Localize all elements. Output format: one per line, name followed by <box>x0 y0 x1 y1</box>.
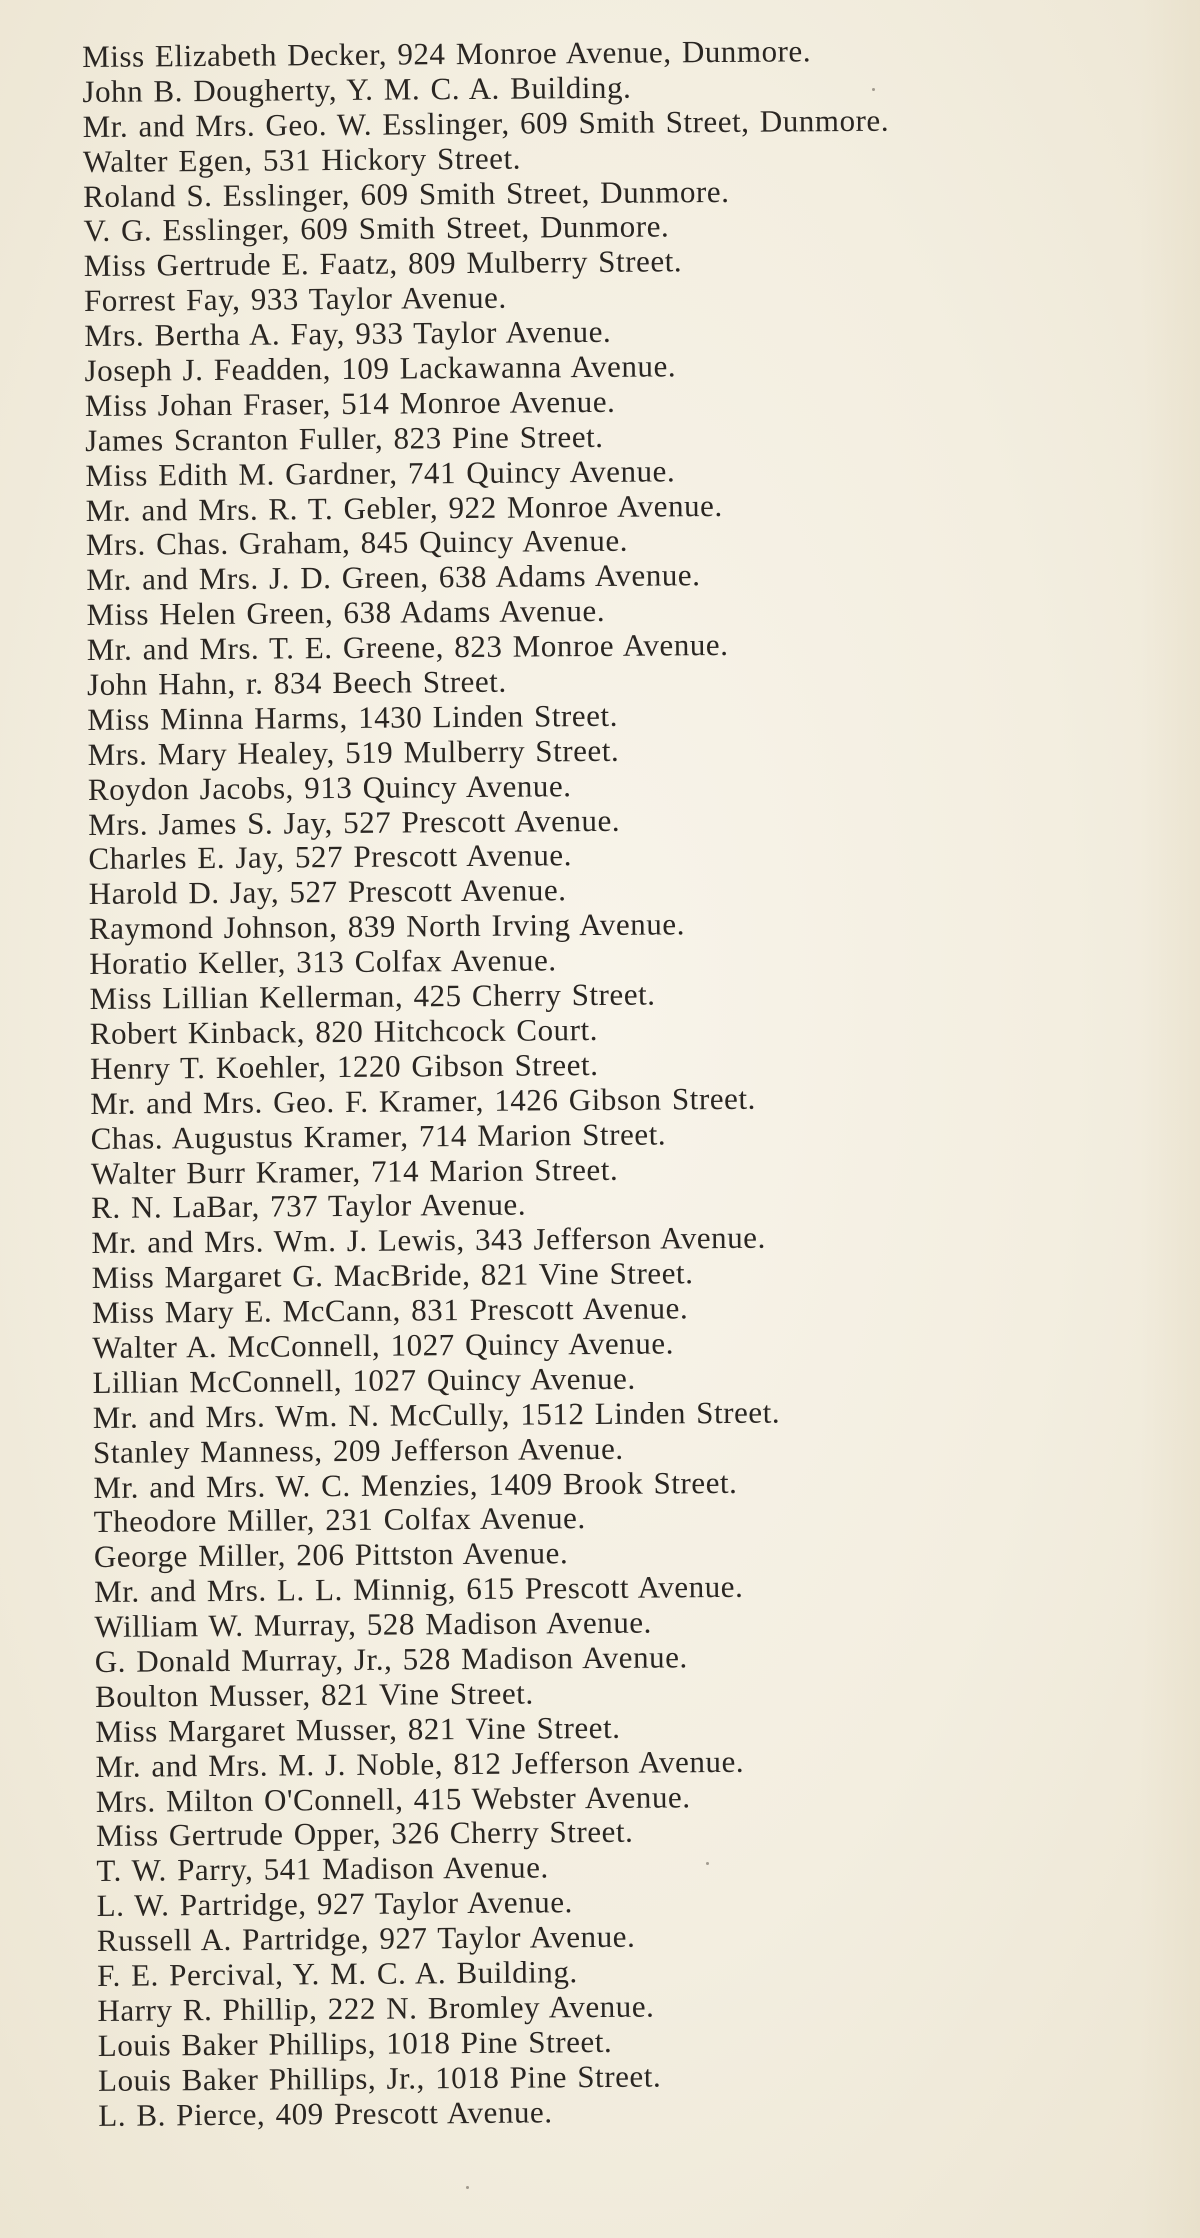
list-item: Walter Egen, 531 Hickory Street. <box>82 140 522 179</box>
address-list <box>82 31 1198 2133</box>
list-item: Boulton Musser, 821 Vine Street. <box>94 1675 534 1714</box>
list-item: Walter A. McConnell, 1027 Quincy Avenue. <box>92 1325 675 1365</box>
list-item: Lillian McConnell, 1027 Quincy Avenue. <box>92 1360 636 1400</box>
list-item: Miss Gertrude E. Faatz, 809 Mulberry Street. <box>83 243 683 284</box>
list-item: John B. Dougherty, Y. M. C. A. Building. <box>82 69 632 109</box>
list-item: Mr. and Mrs. Geo. W. Esslinger, 609 Smith Street, Dunmore. <box>82 102 890 144</box>
list-item: Roydon Jacobs, 913 Quincy Avenue. <box>87 767 572 807</box>
list-item: James Scranton Fuller, 823 Pine Street. <box>85 418 604 458</box>
list-item: Harold D. Jay, 527 Prescott Avenue. <box>88 872 567 912</box>
list-item: Robert Kinback, 820 Hitchcock Court. <box>89 1011 599 1051</box>
list-item: John Hahn, r. 834 Beech Street. <box>86 663 507 703</box>
list-item: Mr. and Mrs. Wm. J. Lewis, 343 Jefferson Avenue. <box>91 1219 766 1261</box>
list-item: Mr. and Mrs. Wm. N. McCully, 1512 Linden Street. <box>92 1394 781 1435</box>
list-item: T. W. Parry, 541 Madison Avenue. <box>96 1849 549 1889</box>
list-item: Charles E. Jay, 527 Prescott Avenue. <box>88 837 573 877</box>
list-item: Mrs. Bertha A. Fay, 933 Taylor Avenue. <box>84 313 612 354</box>
list-item: Louis Baker Phillips, Jr., 1018 Pine Street. <box>97 2058 662 2098</box>
list-item: Miss Margaret G. MacBride, 821 Vine Street. <box>91 1255 694 1296</box>
list-item: L. W. Partridge, 927 Taylor Avenue. <box>96 1884 574 1924</box>
list-item: Mrs. Mary Healey, 519 Mulberry Street. <box>87 732 620 772</box>
list-item: George Miller, 206 Pittston Avenue. <box>93 1535 569 1575</box>
list-item: Miss Margaret Musser, 821 Vine Street. <box>95 1709 621 1749</box>
list-item: Henry T. Koehler, 1220 Gibson Street. <box>89 1046 599 1086</box>
list-item: Theodore Miller, 231 Colfax Avenue. <box>93 1500 586 1540</box>
list-item: G. Donald Murray, Jr., 528 Madison Avenue. <box>94 1639 688 1679</box>
list-item: Horatio Keller, 313 Colfax Avenue. <box>89 942 557 982</box>
list-item: Mr. and Mrs. L. L. Minnig, 615 Prescott Avenue. <box>94 1569 744 1610</box>
list-item: Mr. and Mrs. T. E. Greene, 823 Monroe Avenue. <box>86 627 729 668</box>
list-item: Miss Mary E. McCann, 831 Prescott Avenue. <box>91 1290 689 1331</box>
list-item: R. N. LaBar, 737 Taylor Avenue. <box>91 1186 527 1226</box>
list-item: Mr. and Mrs. M. J. Noble, 812 Jefferson Avenue. <box>95 1743 745 1784</box>
list-item: Mr. and Mrs. R. T. Gebler, 922 Monroe Avenue. <box>85 487 723 528</box>
list-item: Mr. and Mrs. W. C. Menzies, 1409 Brook Street. <box>93 1464 738 1505</box>
list-item: Mr. and Mrs. J. D. Green, 638 Adams Avenue. <box>86 557 701 598</box>
list-item: Forrest Fay, 933 Taylor Avenue. <box>83 279 507 319</box>
paper-speck <box>466 2186 469 2189</box>
list-item: V. G. Esslinger, 609 Smith Street, Dunmore. <box>83 208 670 249</box>
list-item: William W. Murray, 528 Madison Avenue. <box>94 1604 653 1645</box>
list-item: Walter Burr Kramer, 714 Marion Street. <box>90 1151 619 1191</box>
list-item: Roland S. Esslinger, 609 Smith Street, Dunmore. <box>83 173 730 214</box>
list-item: Miss Minna Harms, 1430 Linden Street. <box>87 697 619 737</box>
list-item: Joseph J. Feadden, 109 Lackawanna Avenue. <box>84 348 677 389</box>
list-item: Louis Baker Phillips, 1018 Pine Street. <box>97 2023 613 2063</box>
list-item: L. B. Pierce, 409 Prescott Avenue. <box>98 2093 553 2133</box>
list-item: Mrs. James S. Jay, 527 Prescott Avenue. <box>88 802 621 842</box>
list-item: Miss Helen Green, 638 Adams Avenue. <box>86 593 606 633</box>
list-item: Mr. and Mrs. Geo. F. Kramer, 1426 Gibson Street. <box>90 1080 756 1121</box>
list-item: Miss Gertrude Opper, 326 Cherry Street. <box>95 1814 634 1854</box>
list-item: Mrs. Milton O'Connell, 415 Webster Avenue. <box>95 1778 691 1819</box>
list-item: Mrs. Chas. Graham, 845 Quincy Avenue. <box>85 523 629 563</box>
list-item: Chas. Augustus Kramer, 714 Marion Street. <box>90 1116 667 1156</box>
list-item: Miss Edith M. Gardner, 741 Quincy Avenue. <box>85 453 676 493</box>
list-item: Miss Elizabeth Decker, 924 Monroe Avenue, Dunmore. <box>81 33 812 74</box>
list-item: Miss Lillian Kellerman, 425 Cherry Street. <box>89 976 656 1017</box>
paper-speck <box>706 1862 709 1865</box>
list-item: Raymond Johnson, 839 North Irving Avenue. <box>88 906 686 947</box>
list-item: Miss Johan Fraser, 514 Monroe Avenue. <box>84 383 616 423</box>
list-item: Stanley Manness, 209 Jefferson Avenue. <box>92 1430 624 1470</box>
list-item: Harry R. Phillip, 222 N. Bromley Avenue. <box>97 1988 655 2028</box>
list-item: F. E. Percival, Y. M. C. A. Building. <box>97 1954 578 1993</box>
list-item: Russell A. Partridge, 927 Taylor Avenue. <box>96 1918 636 1959</box>
paper-speck <box>872 88 875 91</box>
